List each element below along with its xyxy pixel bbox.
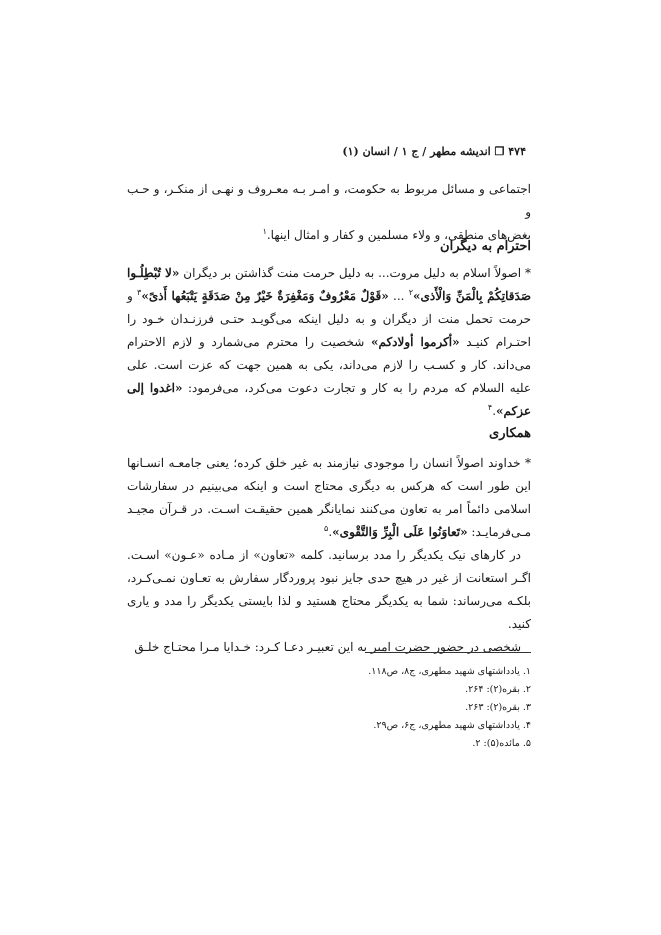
footnote-ref-3: ۳ xyxy=(137,288,142,297)
cooperation-text-end: . xyxy=(328,525,333,539)
cooperation-text-a: * خداوند اصولاً انسان را موجودی نیازمند به غیر خلق کرده؛ یعنی جامعـه انسـانها این طور است که هرکس به دیگری محتاج است و اینکه می‌بینیم در سفارشات اسلامی دائماً امر به تعاون می‌کنند نمایانگر همین حقیقـت اسـت. در قـرآن مجیـد مـی‌فرمایـد: xyxy=(127,456,531,539)
intro-line-2-text: بغض‌های منطقی، و ولاء مسلمین و کفار و امثال اینها. xyxy=(266,228,531,242)
respect-text-c: و حرمت تحمل منت از دیگران و به دلیل اینکه می‌گویـد حتـی فرزنـدان خـود را احتـرام کنیـد xyxy=(127,289,532,349)
footnote-2: ۲. بقره(۲): ۲۶۴. xyxy=(465,684,531,695)
respect-text-a: * اصولاً اسلام به دلیل مروت... به دلیل حرمت منت گذاشتن بر دیگران xyxy=(179,266,531,280)
footnote-ref-5: ۵ xyxy=(324,524,329,533)
footnote-4: ۴. یادداشتهای شهید مطهری، ج۶، ص۲۹. xyxy=(373,720,531,731)
respect-paragraph xyxy=(127,262,531,423)
hadith-quote-1: «أکرموا أولادکم» xyxy=(370,335,460,349)
footnote-5: ۵. مائده(۵): ۲. xyxy=(472,738,531,749)
quran-quote-1: «لا تُبْطِلُـوا صَدَقاتِکُمْ بِالْمَنِّ وَالْأَذی» xyxy=(127,266,532,303)
respect-text-end: . xyxy=(492,404,497,418)
section-heading-cooperation: همکاری xyxy=(489,426,531,441)
intro-line-1: اجتماعی و مسائل مربوط به حکومت، و امـر بـه معـروف و نهـی از منکـر، و حـب و xyxy=(127,182,531,219)
respect-paragraph-text xyxy=(127,262,531,423)
section-cooperation xyxy=(127,424,531,444)
footnotes xyxy=(127,663,531,753)
footnote-1: ۱. یادداشتهای شهید مطهری، ج۸، ص۱۱۸. xyxy=(368,666,531,677)
respect-text-b: ... xyxy=(388,289,409,303)
header-title: اندیشه مطهر / ج ۱ / انسان (۱) xyxy=(342,145,491,158)
section-heading-respect: احترام به دیگران xyxy=(440,239,531,254)
footnote-3: ۳. بقره(۲): ۲۶۳. xyxy=(465,702,531,713)
closing-line: شخصی در حضور حضرت امیر به این تعبیـر دعـا کـرد: خـدایا مـرا محتـاج خلـق xyxy=(134,640,521,654)
quran-quote-2: «قَوْلٌ مَعْرُوفٌ وَمَغْفِرَةٌ خَيْرٌ مِنْ صَدَقَةٍ يَتْبَعُها أَذىً» xyxy=(141,289,389,303)
respect-text-d: شخصیت را محترم می‌شمارد و لازم الاحترام می‌داند. کار و کسـب را لازم می‌داند، یکی به همین جهت که عزت است. علی علیه السلام که مردم را به کار و تجارت دعوت می‌کرد، می‌فرمود: xyxy=(127,335,531,395)
footnote-ref-2: ۲ xyxy=(408,288,414,297)
page-number: ۴۷۴ xyxy=(508,145,526,158)
footnote-divider xyxy=(365,652,531,653)
running-header xyxy=(126,144,526,160)
cooperation-paragraph xyxy=(127,452,531,659)
footnote-ref-4: ۴ xyxy=(487,403,493,412)
hadith-quote-2: «اغدوا إلى عزکم» xyxy=(127,381,531,418)
header-box-icon: ❐ xyxy=(494,145,505,158)
footnote-ref-1: ۱ xyxy=(262,227,267,236)
cooperation-explanation: در کارهای نیک یکدیگر را مدد برسانید. کلمه «تعاون» از مـاده «عـون» اسـت. اگـر استعانت از غیر در هیچ حدی جایز نبود پروردگار سفارش به تعـاون نمـی‌کـرد، بلکـه می‌رساند: شما به یکدیگر محتاج هستید و لذا بایستی یکدیگر را مدد و یاری کنید. xyxy=(127,548,531,631)
section-respect xyxy=(127,237,531,257)
cooperation-paragraph-text xyxy=(127,452,531,544)
quran-quote-3: «تَعاوَنُوا عَلَى الْبِرِّ وَالتَّقْوى» xyxy=(332,525,468,539)
